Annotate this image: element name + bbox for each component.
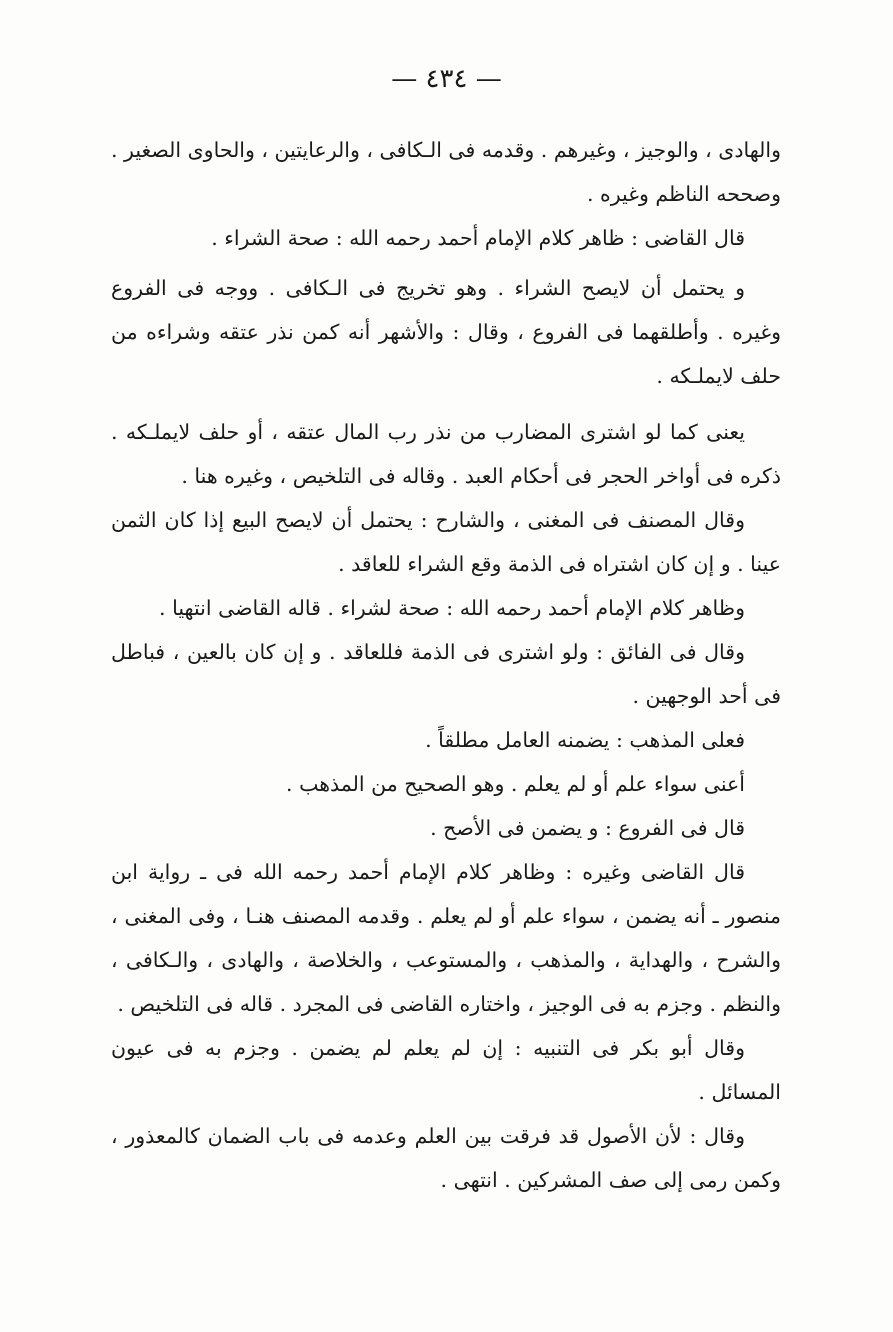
paragraph-12: وقال أبو بكر فى التنبيه : إن لم يعلم لم يضمن . وجزم به فى عيون المسائل .: [111, 1036, 781, 1104]
paragraph-6: وظاهر كلام الإمام أحمد رحمه الله : صحة لشراء . قاله القاضى انتهيا .: [159, 596, 745, 620]
paragraph-2: قال القاضى : ظاهر كلام الإمام أحمد رحمه الله : صحة الشراء .: [211, 226, 745, 250]
paragraph-5: وقال المصنف فى المغنى ، والشارح : يحتمل أن لايصح البيع إذا كان الثمن عينا . و إن كان اشتراه فى الذمة وقع الشراء للعاقد .: [111, 508, 781, 576]
paragraph-8: فعلى المذهب : يضمنه العامل مطلقاً .: [425, 728, 745, 752]
body-text: [111, 128, 781, 1202]
paragraph-7: وقال فى الفائق : ولو اشترى فى الذمة فللعاقد . و إن كان بالعين ، فباطل فى أحد الوجهين .: [111, 640, 781, 708]
paragraph-4: يعنى كما لو اشترى المضارب من نذر رب المال عتقه ، أو حلف لايملـكه . ذكره فى أواخر الحجر فى أحكام العبد . وقاله فى التلخيص ، وغيره هنا .: [111, 420, 781, 488]
paragraph-13: وقال : لأن الأصول قد فرقت بين العلم وعدمه فى باب الضمان كالمعذور ، وكمن رمى إلى صف المشركين . انتهى .: [111, 1124, 781, 1192]
paragraph-9: أعنى سواء علم أو لم يعلم . وهو الصحيح من المذهب .: [286, 772, 745, 796]
paragraph-11: قال القاضى وغيره : وظاهر كلام الإمام أحمد رحمه الله فى ـ رواية ابن منصور ـ أنه يضمن ، سواء علم أو لم يعلم . وقدمه المصنف هنـا ، وفى المغنى ، والشرح ، والهداية ، والمذهب ، والمستوعب ، والخلاصة ، والهادى ، والـكافى ، والنظم . وجزم به فى الوجيز ، واختاره القاضى فى المجرد . قاله فى التلخيص .: [111, 860, 781, 1016]
paragraph-3: و يحتمل أن لايصح الشراء . وهو تخريج فى الـكافى . ووجه فى الفروع وغيره . وأطلقهما فى الفروع ، وقال : والأشهر أنه كمن نذر عتقه وشراءه من حلف لايملـكه .: [111, 276, 781, 388]
paragraph-10: قال فى الفروع : و يضمن فى الأصح .: [430, 816, 745, 840]
page-number: — ٤٣٤ —: [391, 64, 502, 94]
paragraph-1: والهادى ، والوجيز ، وغيرهم . وقدمه فى الـكافى ، والرعايتين ، والحاوى الصغير . وصححه الناظم وغيره .: [110, 138, 781, 206]
